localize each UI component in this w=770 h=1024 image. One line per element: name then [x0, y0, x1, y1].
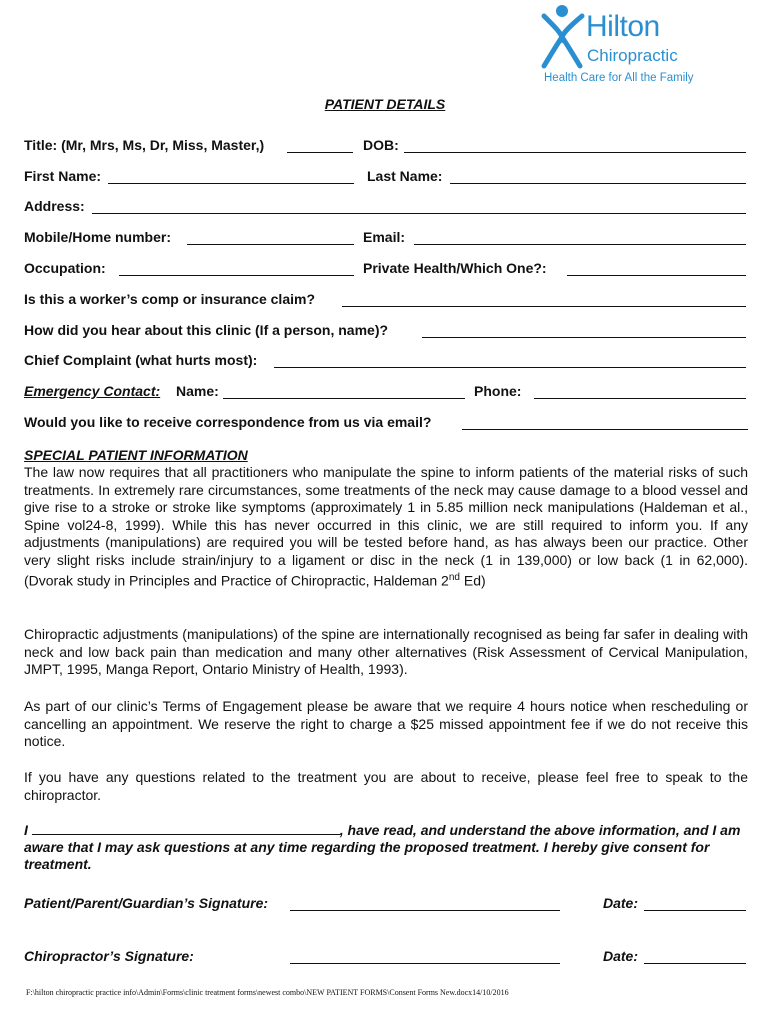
paragraph-1-end: Ed)	[459, 572, 486, 589]
patient-date-field[interactable]	[644, 910, 746, 911]
emergency-name-label: Name:	[176, 383, 219, 399]
row-title-dob	[24, 137, 746, 157]
chiropractor-signature-field[interactable]	[290, 963, 560, 964]
page-title: PATIENT DETAILS	[324, 96, 446, 112]
address-label: Address:	[24, 198, 85, 214]
correspondence-field[interactable]	[462, 429, 748, 430]
clinic-logo	[540, 4, 730, 84]
emergency-phone-field[interactable]	[534, 398, 746, 399]
address-field[interactable]	[92, 213, 746, 214]
dob-field[interactable]	[404, 152, 746, 153]
mobile-field[interactable]	[187, 244, 354, 245]
row-patient-signature	[24, 895, 746, 915]
dob-label: DOB:	[363, 137, 399, 153]
emergency-phone-label: Phone:	[474, 383, 522, 399]
private-health-field[interactable]	[567, 275, 746, 276]
last-name-label: Last Name:	[367, 168, 443, 184]
claim-label: Is this a worker’s comp or insurance claim?	[24, 291, 315, 307]
patient-signature-label: Patient/Parent/Guardian’s Signature:	[24, 895, 269, 911]
row-names	[24, 168, 746, 188]
special-info-paragraph-1	[24, 464, 748, 590]
email-label: Email:	[363, 229, 406, 245]
row-referral	[24, 322, 746, 342]
brand-name: Hilton	[586, 10, 660, 43]
occupation-label: Occupation:	[24, 260, 106, 276]
row-claim	[24, 291, 746, 311]
private-health-label: Private Health/Which One?:	[363, 260, 547, 276]
row-occupation	[24, 260, 746, 280]
claim-field[interactable]	[342, 306, 746, 307]
first-name-label: First Name:	[24, 168, 102, 184]
brand-tagline: Health Care for All the Family	[544, 72, 694, 84]
row-chiropractor-signature	[24, 948, 746, 968]
occupation-field[interactable]	[119, 275, 354, 276]
emergency-label: Emergency Contact:	[24, 383, 161, 399]
last-name-field[interactable]	[450, 183, 746, 184]
mobile-label: Mobile/Home number:	[24, 229, 172, 245]
patient-date-label: Date:	[603, 895, 639, 911]
correspondence-label: Would you like to receive correspondence from us via email?	[24, 414, 432, 430]
referral-field[interactable]	[422, 337, 746, 338]
chiropractor-date-label: Date:	[603, 948, 639, 964]
email-field[interactable]	[414, 244, 746, 245]
first-name-field[interactable]	[108, 183, 354, 184]
chiropractor-signature-label: Chiropractor’s Signature:	[24, 948, 194, 964]
paragraph-1-superscript: nd	[448, 572, 460, 583]
emergency-name-field[interactable]	[223, 398, 465, 399]
complaint-field[interactable]	[274, 367, 746, 368]
consent-prefix: I	[24, 822, 32, 838]
row-correspondence	[24, 414, 746, 434]
referral-label: How did you hear about this clinic (If a person, name)?	[24, 322, 389, 338]
document-path-footer: F:\hilton chiropractic practice info\Admin\Forms\clinic treatment forms\newest combo\NEW PATIENT FORMS\Consent Forms New.docx14/10/2016	[26, 988, 509, 997]
special-info-paragraph-3: As part of our clinic’s Terms of Engagement please be aware that we require 4 hours notice when rescheduling or cancelling an appointment. We reserve the right to charge a $25 missed appointment fee if we do not receive this notice.	[24, 698, 748, 749]
row-contact	[24, 229, 746, 249]
brand-subtitle: Chiropractic	[587, 46, 678, 65]
title-field[interactable]	[287, 152, 353, 153]
special-info-paragraph-4: If you have any questions related to the treatment you are about to receive, please feel free to speak to the chiropractor.	[24, 769, 748, 803]
person-logo-icon	[540, 4, 586, 70]
consent-statement	[24, 822, 748, 873]
patient-signature-field[interactable]	[290, 910, 560, 911]
row-emergency	[24, 383, 746, 403]
consent-name-field[interactable]	[32, 822, 340, 835]
chiropractor-date-field[interactable]	[644, 963, 746, 964]
title-label: Title: (Mr, Mrs, Ms, Dr, Miss, Master,)	[24, 137, 265, 153]
special-info-title: SPECIAL PATIENT INFORMATION	[24, 447, 248, 463]
row-address	[24, 198, 746, 218]
special-info-paragraph-2: Chiropractic adjustments (manipulations) of the spine are internationally recognised as being far safer in dealing with neck and low back pain than medication and many other alternatives (Risk Assessment of Cervical Manipulation, JMPT, 1995, Manga Report, Ontario Ministry of Health, 1993).	[24, 626, 748, 677]
row-complaint	[24, 352, 746, 372]
consent-text: , have read, and understand the above information, and I am aware that I may ask questions at any time regarding the proposed treatment. I hereby give consent for treatment.	[24, 822, 741, 872]
paragraph-1-main: The law now requires that all practitioners who manipulate the spine to inform patients of the material risks of such treatments. In extremely rare circumstances, some treatments of the neck may cause damage to a blood vessel and give rise to a stroke or stroke like symptoms (approximately 1 in 5.85 million neck manipulations (Haldeman et al., Spine vol24-8, 1999). While this has never occurred in this clinic, we are still required to inform you. If any adjustments (manipulations) are required you will be tested before hand, as has always been our practice. Other very slight risks include strain/injury to a ligament or disc in the neck (1 in 139,000) or low back (1 in 62,000). (Dvorak study in Principles and Practice of Chiropractic, Haldeman 2	[24, 464, 748, 589]
complaint-label: Chief Complaint (what hurts most):	[24, 352, 258, 368]
